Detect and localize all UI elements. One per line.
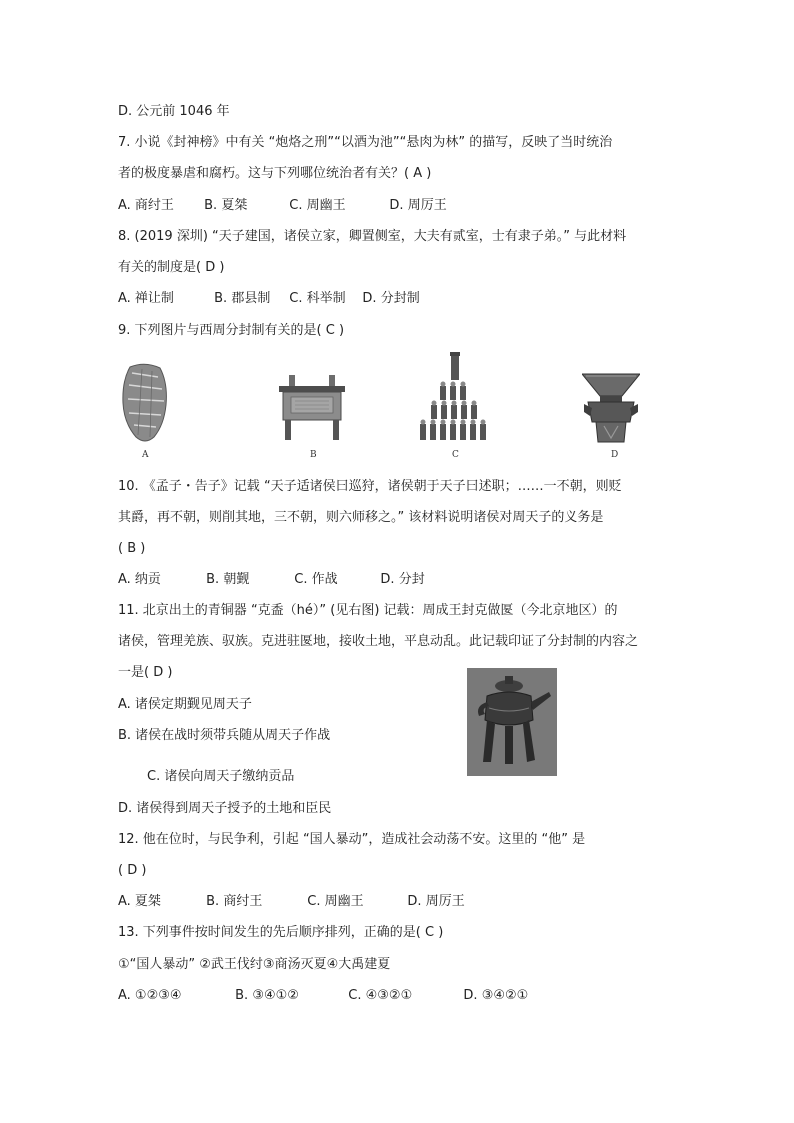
option-a: A. 禅让制 — [118, 291, 174, 306]
option-b: B. 商纣王 — [206, 894, 263, 909]
option-d: D. 周厉王 — [389, 198, 447, 213]
question-13-text: 13. 下列事件按时间发生的先后顺序排列，正确的是( C ) — [118, 925, 444, 940]
question-11-answer: 一是( D ) — [118, 665, 173, 680]
bronze-ding-image — [277, 375, 347, 441]
question-8-text-cont: 有关的制度是( D ) — [118, 260, 225, 275]
question-12-answer: ( D ) — [118, 863, 147, 878]
question-10-text-cont: 其爵，再不朝，则削其地，三不朝，则六师移之。” 该材料说明诸侯对周天子的义务是 — [118, 510, 604, 525]
option-c: C. 周幽王 — [307, 894, 364, 909]
question-10-text: 10. 《孟子・告子》记载 “天子适诸侯曰巡狩，诸侯朝于天子曰述职；……一不朝，则贬 — [118, 479, 622, 494]
option-d: D. 分封 — [380, 572, 425, 587]
question-13-statements: ①“国人暴动” ②武王伐纣③商汤灭夏④大禹建夏 — [118, 957, 391, 972]
question-7-options — [118, 197, 447, 215]
option-d: D. 诸侯得到周天子授予的土地和臣民 — [118, 801, 332, 816]
option-a: A. 诸侯定期觐见周天子 — [118, 697, 252, 712]
option-c: C. ④③②① — [348, 988, 413, 1003]
question-12-options — [118, 893, 465, 911]
question-11-text: 11. 北京出土的青铜器 “克盉（hé）” (见右图) 记载：周成王封克做匽（今北京地区）的 — [118, 603, 618, 618]
question-9-text: 9. 下列图片与西周分封制有关的是( C ) — [118, 323, 345, 338]
feudal-pyramid-image — [417, 352, 493, 444]
question-13-options — [118, 987, 528, 1005]
oracle-bone-image — [120, 363, 170, 445]
figure-caption-c: C — [452, 450, 459, 460]
option-b: B. 朝觐 — [206, 572, 250, 587]
option-line: D. 公元前 1046 年 — [118, 104, 230, 119]
question-7-text: 7. 小说《封神榜》中有关 “炮烙之刑”“以酒为池”“悬肉为林” 的描写，反映了当时统治 — [118, 135, 613, 150]
bronze-zun-image — [582, 372, 640, 444]
option-d: D. 分封制 — [362, 291, 420, 306]
option-c: C. 科举制 — [289, 291, 346, 306]
option-b: B. 诸侯在战时须带兵随从周天子作战 — [118, 728, 331, 743]
figure-caption-d: D — [611, 450, 619, 460]
question-10-answer: ( B ) — [118, 541, 146, 556]
question-12-text: 12. 他在位时，与民争利，引起 “国人暴动”，造成社会动荡不安。这里的 “他” 是 — [118, 832, 586, 847]
option-c: C. 作战 — [294, 572, 338, 587]
figure-caption-b: B — [310, 450, 317, 460]
question-7-text-cont: 者的极度暴虐和腐朽。这与下列哪位统治者有关？( A ) — [118, 166, 432, 181]
option-b: B. 郡县制 — [214, 291, 271, 306]
option-d: D. 周厉王 — [407, 894, 465, 909]
option-a: A. 商纣王 — [118, 198, 174, 213]
option-c: C. 诸侯向周天子缴纳贡品 — [147, 769, 295, 784]
question-11-text-cont: 诸侯，管理羌族、驭族。克进驻匽地，接收土地，平息动乱。此记载印证了分封制的内容之 — [118, 634, 639, 649]
option-a: A. 纳贡 — [118, 572, 161, 587]
option-c: C. 周幽王 — [289, 198, 346, 213]
ke-he-bronze-image — [467, 668, 557, 776]
question-10-options — [118, 571, 425, 589]
option-b: B. ③④①② — [235, 988, 299, 1003]
option-a: A. 夏桀 — [118, 894, 161, 909]
option-d: D. ③④②① — [463, 988, 529, 1003]
question-8-options — [118, 290, 420, 308]
option-b: B. 夏桀 — [204, 198, 248, 213]
question-8-text: 8. (2019 深圳) “天子建国，诸侯立家，卿置侧室，大夫有贰室，士有隶子弟。” 与此材料 — [118, 229, 627, 244]
option-a: A. ①②③④ — [118, 988, 182, 1003]
figure-caption-a: A — [142, 450, 149, 460]
